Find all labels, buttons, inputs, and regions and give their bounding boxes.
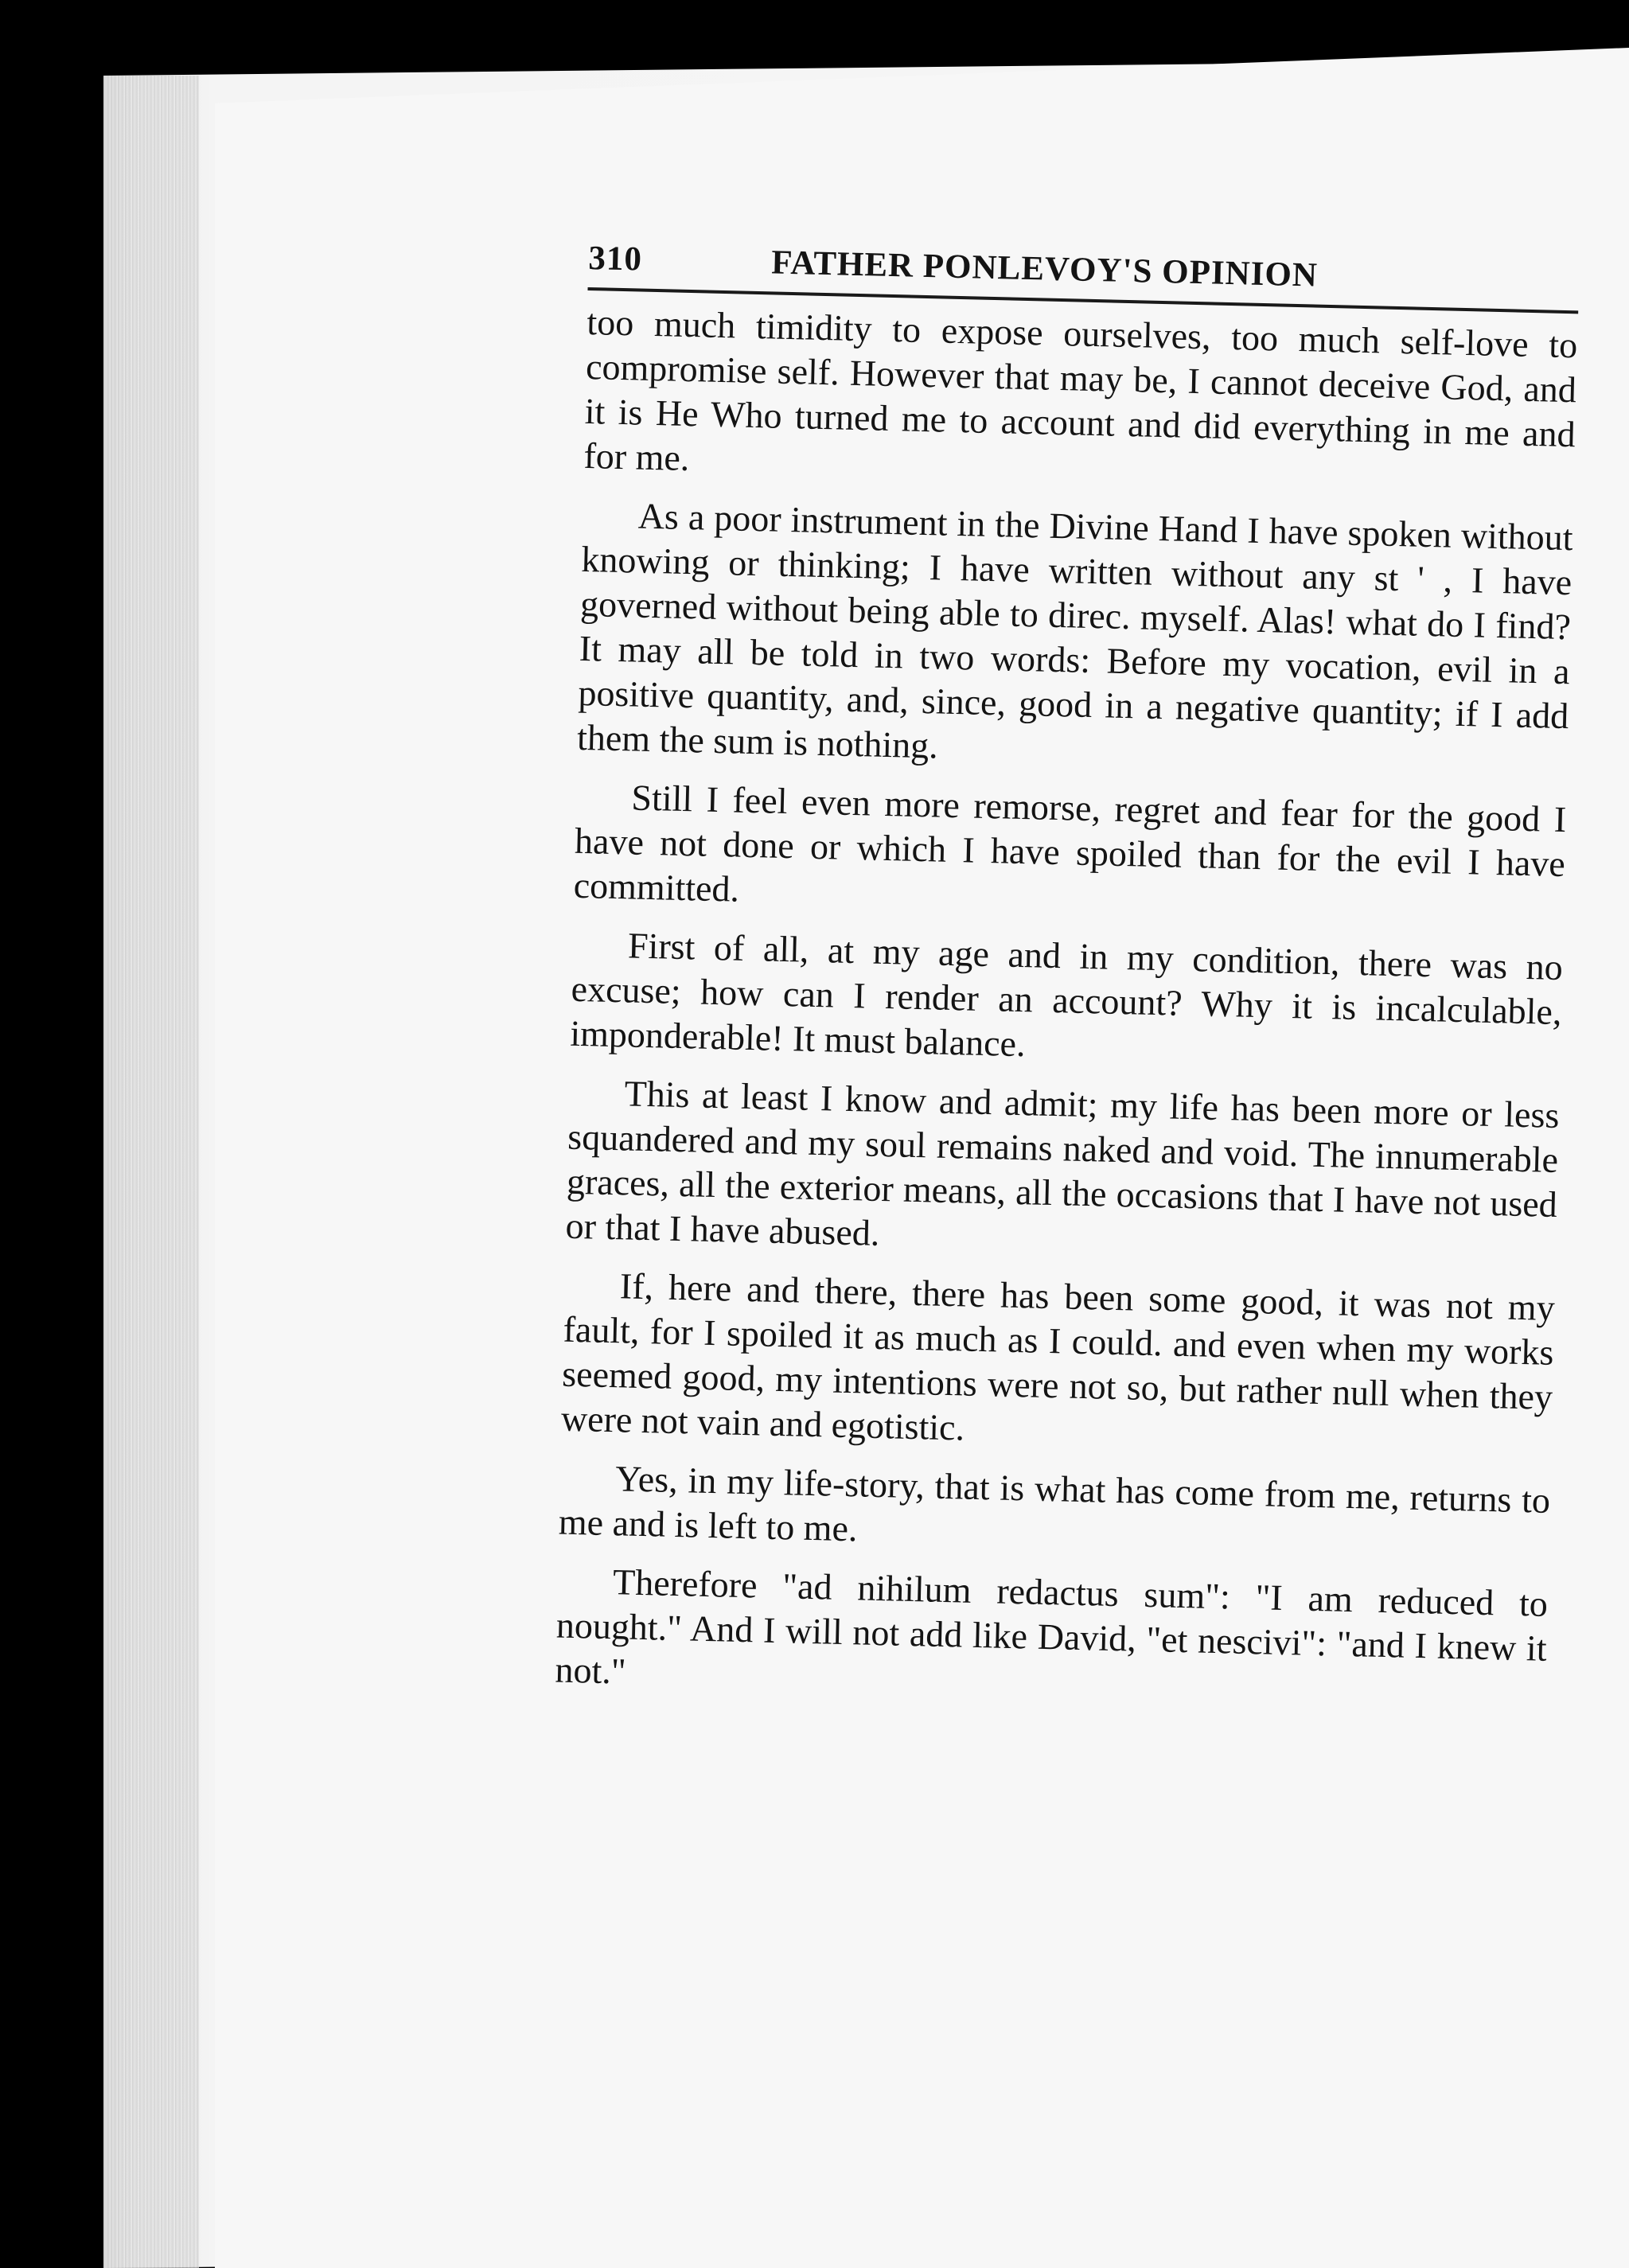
paragraph-7: Yes, in my life-story, that is what has come from me, returns to me and is left to me. bbox=[558, 1458, 1551, 1549]
body-text bbox=[555, 300, 1578, 1716]
page-text-block bbox=[555, 239, 1580, 1730]
page-number: 310 bbox=[587, 239, 643, 279]
paragraph-3: Still I feel even more remorse, regret and fear for the good I have not done or which I have spoiled than for the evil I have committed. bbox=[573, 777, 1567, 910]
running-head: FATHER PONLEVOY'S OPINION bbox=[770, 244, 1319, 294]
paragraph-8: Therefore "ad nihilum redactus sum": "I am reduced to nought." And I will not add like David, "et nescivi": "and I knew it not." bbox=[555, 1561, 1549, 1692]
paragraph-6: If, here and there, there has been some good, it was not my fault, for I spoiled it as much as I could. and even when my works seemed good, my intentions were not so, but rather null when they were not vain and egotistic. bbox=[560, 1265, 1556, 1448]
page-edges bbox=[103, 76, 199, 2268]
paragraph-2: As a poor instrument in the Divine Hand I have spoken without knowing or thinking; I have written without any st ' , I have governed without being able to direc. myself. Alas! what do I find? It may all be told in two words: Before my vocation, evil in a positive quantity, and, since, good in a negative quantity; if I add them the sum is nothing. bbox=[576, 495, 1574, 766]
paragraph-4: First of all, at my age and in my condition, there was no excuse; how can I render an account? Why it is incalculable, imponderable! It must balance. bbox=[569, 925, 1564, 1065]
paragraph-1: too much timidity to expose ourselves, too much self-love to compromise self. However that may be, I cannot deceive God, and it is He Who turned me to account and did everything in me and for me. bbox=[583, 301, 1578, 479]
paragraph-5: This at least I know and admit; my life has been more or less squandered and my soul remains naked and void. The innumerable graces, all the exterior means, all the occasions that I have not used or that I have abused. bbox=[565, 1073, 1560, 1253]
